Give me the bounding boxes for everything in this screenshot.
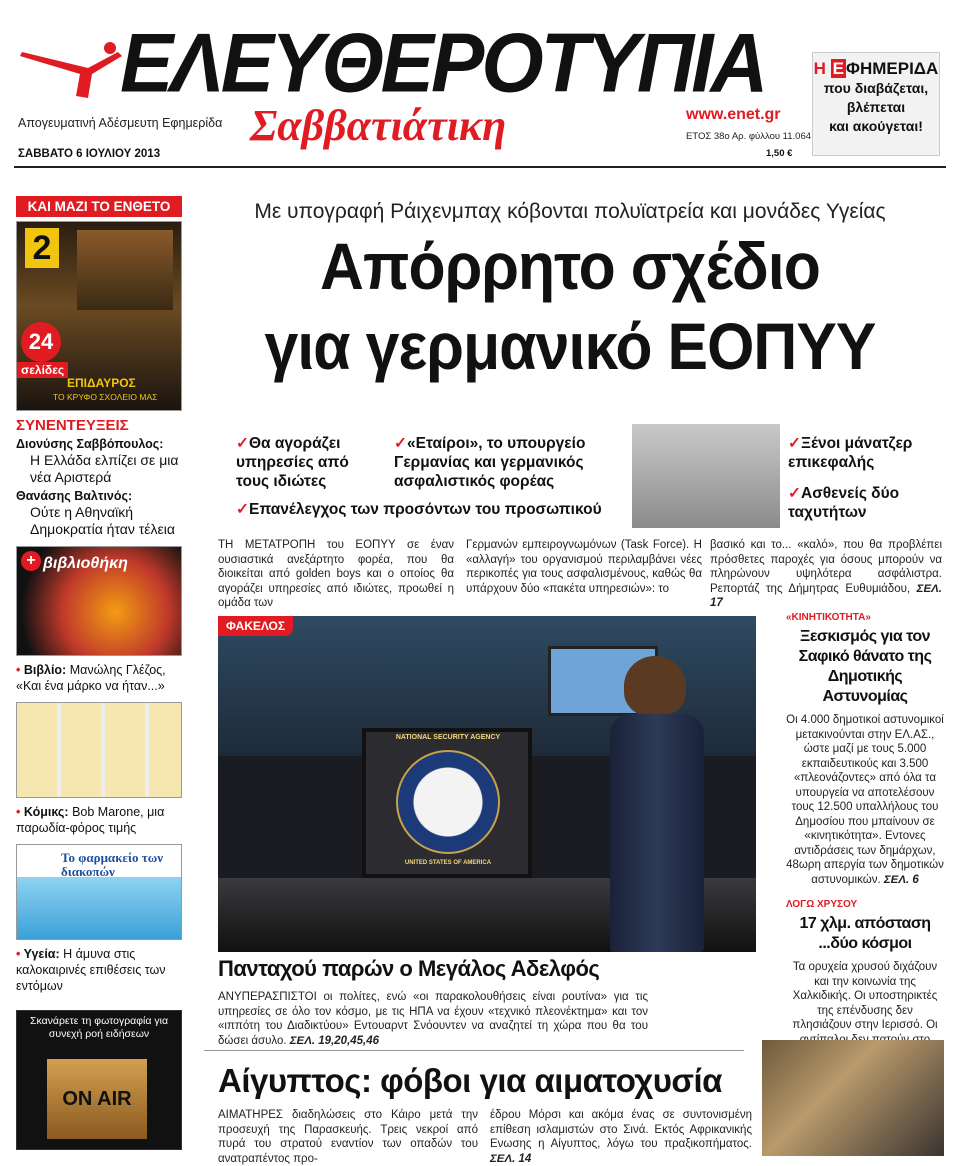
- lead-body-col-2: Γερμανών εμπειρογνωμόνων (Task Force). Η «αλλαγή» του οργανισμού περιλαμβάνει νέες περικοπές για τους ασφαλισμένους, καθώς θα υπάρχουν δύο «πακέτα υπηρεσιών»: το: [466, 539, 702, 595]
- bottom-rule: [204, 1050, 744, 1051]
- lead-bullet-5: ✓Ασθενείς δύο ταχυτήτων: [788, 485, 900, 521]
- feature-body: ΑΝΥΠΕΡΑΣΠΙΣΤΟΙ οι πολίτες, ενώ «οι παρακολουθήσεις είναι ρουτίνα» για τις υπηρεσίες σε όλο τον κόσμο, με τις ΗΠΑ να έχουν «τεχνικό πλεονέκτημα» και τον «ιππότη του Διαδικτύου» Εντουαρντ Σνόουντεν να αναζητεί τη χώρα που θα του δώσει άσυλο. ΣΕΛ. 19,20,45,46: [218, 991, 648, 1047]
- insert-number: 2: [25, 228, 59, 268]
- lead-body-col-1: ΤΗ ΜΕΤΑΤΡΟΠΗ του ΕΟΠΥΥ σε έναν ουσιαστικά ανεξάρτητο φορέα, που θα διοικείται από golden boys και ο οποίος θα αγοράζει υπηρεσίες από ιδιώτες, προωθεί η ομάδα των: [218, 539, 454, 609]
- left-column: ΚΑΙ ΜΑΖΙ ΤΟ ΕΝΘΕΤΟ 2 24 σελίδες ΕΠΙΔΑΥΡΟΣ ΤΟ ΚΡΥΦΟ ΣΧΟΛΕΙΟ ΜΑΣ ΣΥΝΕΝΤΕΥΞΕΙΣ Διονύσης Σαββόπουλος: Η Ελλάδα ελπίζει σε μια νέα Αριστερά Θανάσης Βαλτινός: Ούτε η Αθηναϊκή Δημοκρατία ήταν τέλεια + βιβλιοθήκη • Βιβλίο: Μανώλης Γλέζος, «Και ένα μάρκο να ήταν...» • Κόμικς: Bob Marone, μια παρωδία-φόρος τιμής Το φαρμακείο των διακοπών • Υγεία: Η άμυνα στις καλοκαιρινές επιθέσεις των εντόμων Σκανάρετε τη φωτογραφία για συνεχή ροή ειδήσεων ON AIR: [16, 196, 182, 1156]
- promo-box: [812, 52, 940, 156]
- masthead-figure-logo: [18, 38, 128, 108]
- insert-pages-label: σελίδες: [17, 362, 68, 378]
- health-title: Το φαρμακείο των διακοπών: [61, 850, 164, 879]
- egypt-body-col-1: ΑΙΜΑΤΗΡΕΣ διαδηλώσεις στο Κάιρο μετά την προσευχή της Παρασκευής. Τρεις νεκροί από πυρά του στρατού εναντίον των οπαδών του ανατραπέντος προ-: [218, 1109, 478, 1165]
- lead-headline[interactable]: [230, 226, 911, 386]
- lead-bullet-4: ✓Ξένοι μάνατζερ επικεφαλής: [788, 435, 913, 471]
- headline-line-2: για γερμανικό ΕΟΠΥΥ: [264, 309, 876, 383]
- egypt-headline[interactable]: Αίγυπτος: φόβοι για αιματοχυσία: [218, 1062, 722, 1099]
- nsa-seal-sub: UNITED STATES OF AMERICA: [404, 860, 492, 866]
- feature-page-ref: ΣΕΛ. 19,20,45,46: [289, 1034, 380, 1047]
- story-1-label: «ΚΙΝΗΤΙΚΟΤΗΤΑ»: [786, 612, 871, 623]
- lead-bullet-3: ✓Επανέλεγχος των προσόντων του προσωπικού: [236, 501, 602, 518]
- issue-date: ΣΑΒΒΑΤΟ 6 ΙΟΥΛΙΟΥ 2013: [18, 148, 161, 160]
- tagline: Απογευματινή Αδέσμευτη Εφημερίδα: [18, 116, 223, 130]
- price: 1,50 €: [766, 148, 793, 159]
- interviews-label: ΣΥΝΕΝΤΕΥΞΕΙΣ: [16, 417, 129, 434]
- comic-thumbnail[interactable]: [16, 702, 182, 798]
- promo-line-3: βλέπεται: [846, 99, 906, 115]
- interview-2-text[interactable]: Ούτε η Αθηναϊκή Δημοκρατία ήταν τέλεια: [30, 504, 175, 537]
- biblio-label: Βιβλίο:: [23, 663, 67, 677]
- newspaper-title[interactable]: ΕΛΕΥΘΕΡΟΤΥΠΙΑ: [120, 15, 766, 110]
- story-2-body: Τα ορυχεία χρυσού διχάζουν και την κοινωνία της Χαλκιδικής. Οι υποστηρικτές της επένδυσης δεν πλησιάζουν στην Ιερισσό. Οι: [786, 960, 944, 1062]
- promo-line-2: που διαβάζεται,: [823, 80, 929, 96]
- interview-1-name: Διονύσης Σαββόπουλος:: [16, 437, 164, 451]
- health-label: Υγεία:: [23, 947, 60, 961]
- person-head: [624, 656, 686, 716]
- egypt-body-col-2: έδρου Μόρσι και ακόμα ένας σε συντονισμένη επίθεση ισλαμιστών στο Σινά. Εκτός Αφρικανικής Ενωσης η Αίγυπτος, λόγω του πραξικοπήματος. ΣΕΛ. 14: [490, 1109, 752, 1165]
- person-suit: [610, 714, 704, 952]
- story-1-headline[interactable]: Ξεσκισμός για τον Σαφικό θάνατο της Δημοτικής Αστυνομίας: [798, 628, 932, 705]
- story-2-headline[interactable]: 17 χλμ. απόσταση ...δύο κόσμοι: [799, 915, 931, 952]
- on-air-sign: ON AIR: [47, 1059, 147, 1139]
- feature-tag: ΦΑΚΕΛΟΣ: [218, 616, 293, 636]
- health-text[interactable]: Η άμυνα στις καλοκαιρινές επιθέσεις των εντόμων: [16, 947, 166, 993]
- issue-number: ΕΤΟΣ 38ο Αρ. φύλλου 11.064: [686, 131, 812, 142]
- biblio-text[interactable]: Μανώλης Γλέζος, «Και ένα μάρκο να ήταν...»: [16, 663, 166, 693]
- website-link[interactable]: www.enet.gr: [686, 106, 781, 123]
- hospital-photo: [632, 424, 780, 528]
- insert-cover-thumbnail[interactable]: [16, 221, 182, 411]
- right-column: [786, 612, 944, 1062]
- lead-page-ref: ΣΕΛ. 17: [710, 582, 942, 609]
- headline-line-1: Απόρρητο σχέδιο: [320, 229, 820, 303]
- promo-line-4: και ακούγεται!: [829, 118, 923, 134]
- interview-1-text[interactable]: Η Ελλάδα ελπίζει σε μια νέα Αριστερά: [30, 452, 179, 485]
- promo-h: Η: [813, 59, 831, 78]
- biblio-logo: βιβλιοθήκη: [43, 555, 128, 572]
- promo-word: ΦΗΜΕΡΙΔΑ: [846, 59, 939, 78]
- plus-icon: +: [21, 551, 41, 571]
- egypt-protest-photo[interactable]: [762, 1040, 944, 1156]
- edition-name: Σαββατιάτικη: [250, 101, 507, 150]
- nsa-seal-text: NATIONAL SECURITY AGENCY: [395, 734, 501, 741]
- egypt-page-ref: ΣΕΛ. 14: [490, 1152, 532, 1165]
- insert-label: ΚΑΙ ΜΑΖΙ ΤΟ ΕΝΘΕΤΟ: [16, 196, 182, 217]
- insert-cover-sub: ΤΟ ΚΡΥΦΟ ΣΧΟΛΕΙΟ ΜΑΣ: [53, 392, 158, 402]
- insert-cover-text: ΕΠΙΔΑΥΡΟΣ: [67, 376, 136, 390]
- nsa-feature-photo[interactable]: [218, 616, 756, 952]
- insert-pages-badge: 24: [21, 322, 61, 362]
- qr-text: Σκανάρετε τη φωτογραφία για συνεχή ροή ειδήσεων: [29, 1015, 169, 1040]
- nsa-seal: [396, 750, 500, 854]
- lead-kicker: Με υπογραφή Ράιχενμπαχ κόβονται πολυϊατρεία και μονάδες Υγείας: [254, 200, 886, 223]
- story-2-label: ΛΟΓΩ ΧΡΥΣΟΥ: [786, 899, 858, 910]
- lead-body-col-3: βασικό και το... «καλό», που θα προβλέπει πρόσθετες παροχές για όσους μπορούν να πληρώνουν υψηλότερα ασφάλιστρα. Ρεπορτάζ της Δήμητρας Ευθυμιάδου, ΣΕΛ. 17: [710, 539, 942, 609]
- story-1-body: Οι 4.000 δημοτικοί αστυνομικοί μετακινούνται στην ΕΛ.ΑΣ., ώστε μαζί με τους 5.000 εκπαιδευτικούς και 3.500 «πλεονάζοντες» από όλα τα υπουργεία να αποτελέσουν τους 12.500 υπαλλήλους του Δημοσίου που μπαίνουν σε «κινητικότητα». Εντονες αντιδράσεις των δημάρχων, 48ωρη απεργία των δημοτικών αστυνομικών. ΣΕΛ. 6: [786, 714, 944, 886]
- story-1-ref: ΣΕΛ. 6: [883, 873, 919, 886]
- masthead-rule: [14, 166, 946, 168]
- comic-label: Κόμικς:: [23, 805, 69, 819]
- qr-promo-box[interactable]: [16, 1010, 182, 1150]
- feature-headline[interactable]: Πανταχού παρών ο Μεγάλος Αδελφός: [218, 956, 600, 981]
- lead-bullet-1: ✓Θα αγοράζει υπηρεσίες από τους ιδιώτες: [236, 435, 349, 490]
- biblio-thumbnail[interactable]: [16, 546, 182, 656]
- interview-2-name: Θανάσης Βαλτινός:: [16, 489, 133, 503]
- lead-bullet-2: ✓«Εταίροι», το υπουργείο Γερμανίας και γερμανικός ασφαλιστικός φορέας: [394, 435, 586, 490]
- promo-e: Ε: [832, 59, 845, 78]
- health-thumbnail[interactable]: [16, 844, 182, 940]
- comic-text[interactable]: Bob Marone, μια παρωδία-φόρος τιμής: [16, 805, 165, 835]
